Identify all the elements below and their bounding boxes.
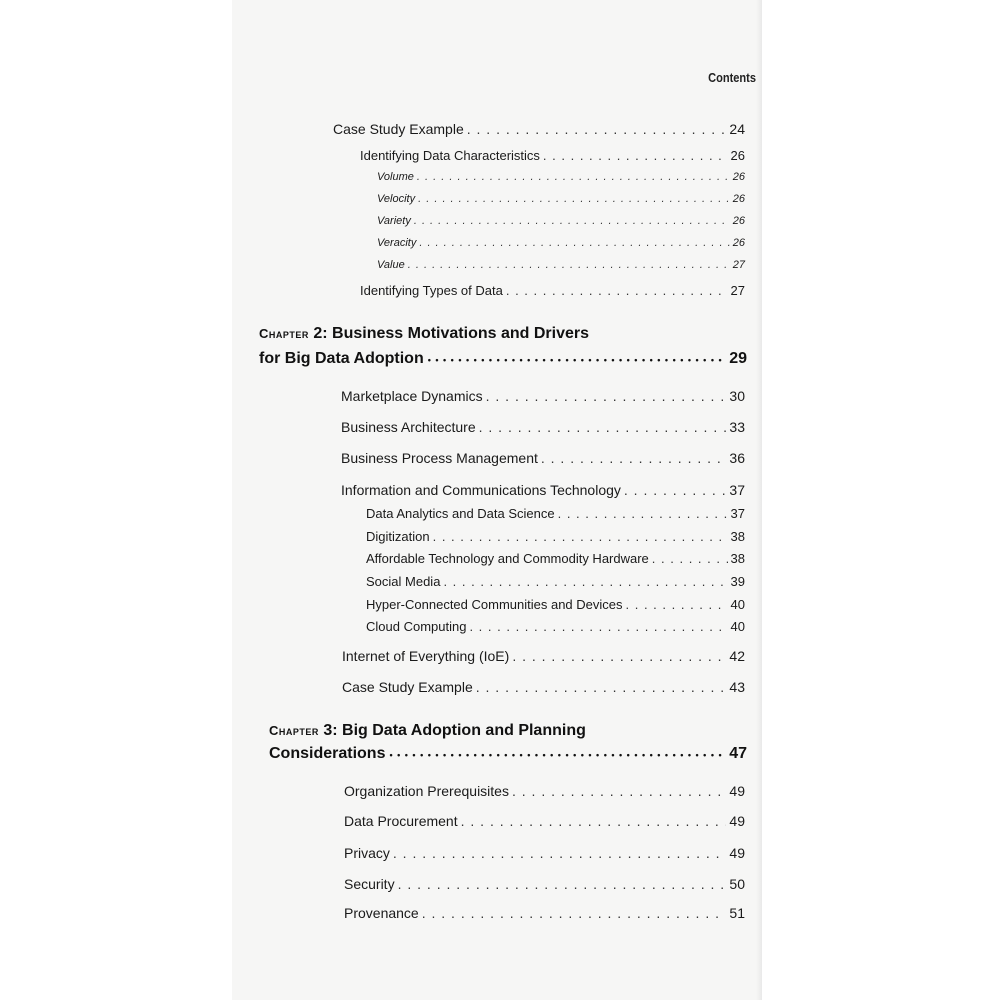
leader-dots [389, 745, 725, 763]
toc-entry[interactable] [377, 237, 745, 249]
toc-entry[interactable] [366, 506, 745, 521]
leader-dots [543, 148, 728, 163]
toc-entry-page: 24 [729, 121, 745, 137]
toc-entry-label: Identifying Data Characteristics [360, 148, 540, 163]
chapter-2-heading[interactable] [259, 325, 589, 343]
toc-entry[interactable] [341, 482, 745, 498]
toc-entry-page: 42 [729, 648, 745, 664]
chapter-title-line1: Business Motivations and Drivers [332, 325, 589, 342]
toc-entry[interactable] [344, 845, 745, 861]
toc-entry[interactable] [342, 679, 745, 695]
leader-dots [467, 121, 727, 137]
toc-entry[interactable] [377, 215, 745, 227]
leader-dots [443, 574, 727, 589]
leader-dots [626, 597, 728, 612]
toc-entry-label: Identifying Types of Data [360, 283, 503, 298]
leader-dots [418, 193, 730, 205]
toc-entry[interactable] [333, 121, 745, 137]
toc-entry-page: 43 [729, 679, 745, 695]
chapter-title-line2: Considerations [269, 745, 386, 762]
toc-entry[interactable] [342, 648, 745, 664]
leader-dots [506, 283, 728, 298]
leader-dots [476, 679, 727, 695]
leader-dots [419, 237, 729, 249]
toc-entry-page: 38 [730, 529, 745, 544]
toc-entry-page: 27 [730, 283, 745, 298]
toc-entry[interactable] [366, 574, 745, 589]
leader-dots [541, 450, 727, 466]
toc-entry-label: Information and Communications Technology [341, 482, 621, 498]
toc-entry-page: 38 [730, 551, 745, 566]
toc-entry-label: Hyper-Connected Communities and Devices [366, 597, 623, 612]
toc-entry[interactable] [341, 450, 745, 466]
toc-entry-page: 36 [729, 450, 745, 466]
toc-entry[interactable] [344, 876, 745, 892]
toc-entry-page: 26 [732, 193, 745, 205]
toc-entry-label: Security [344, 876, 395, 892]
running-header: Contents [708, 70, 756, 85]
toc-entry[interactable] [344, 783, 745, 799]
toc-entry-page: 49 [729, 783, 745, 799]
toc-entry-label: Affordable Technology and Commodity Hardware [366, 551, 649, 566]
toc-entry-label: Data Analytics and Data Science [366, 506, 555, 521]
leader-dots [652, 551, 728, 566]
toc-entry-label: Value [377, 259, 405, 271]
toc-entry-label: Cloud Computing [366, 619, 467, 634]
toc-entry[interactable] [341, 419, 745, 435]
toc-entry-label: Data Procurement [344, 813, 458, 829]
toc-entry-label: Privacy [344, 845, 390, 861]
chapter-2-title-line2[interactable] [259, 350, 747, 368]
toc-entry-label: Volume [377, 171, 414, 183]
toc-entry-page: 26 [732, 237, 745, 249]
leader-dots [512, 648, 726, 664]
toc-entry-page: 27 [732, 259, 745, 271]
toc-entry-label: Variety [377, 215, 411, 227]
chapter-label: Chapter [259, 326, 309, 341]
toc-entry-label: Case Study Example [333, 121, 464, 137]
toc-entry[interactable] [366, 529, 745, 544]
leader-dots [414, 215, 730, 227]
toc-entry-label: Social Media [366, 574, 441, 589]
toc-entry[interactable] [344, 813, 745, 829]
toc-entry[interactable] [360, 148, 745, 163]
toc-entry-page: 40 [730, 597, 745, 612]
leader-dots [422, 905, 727, 921]
toc-entry[interactable] [377, 259, 745, 271]
chapter-number: 3: [323, 722, 338, 739]
leader-dots [479, 419, 727, 435]
chapter-page: 47 [729, 745, 747, 762]
leader-dots [469, 619, 727, 634]
toc-entry-page: 39 [730, 574, 745, 589]
toc-entry-page: 33 [729, 419, 745, 435]
toc-entry-label: Business Architecture [341, 419, 476, 435]
toc-entry[interactable] [366, 551, 745, 566]
toc-entry-label: Marketplace Dynamics [341, 388, 483, 404]
toc-entry[interactable] [377, 171, 745, 183]
toc-entry[interactable] [360, 283, 745, 298]
toc-entry-label: Veracity [377, 237, 417, 249]
toc-entry-page: 37 [729, 482, 745, 498]
chapter-title-line2: for Big Data Adoption [259, 350, 424, 367]
leader-dots [428, 350, 725, 368]
toc-entry[interactable] [377, 193, 745, 205]
toc-entry[interactable] [341, 388, 745, 404]
leader-dots [512, 783, 726, 799]
toc-entry-page: 51 [729, 905, 745, 921]
leader-dots [486, 388, 727, 404]
toc-entry-page: 49 [729, 813, 745, 829]
toc-entry-page: 40 [730, 619, 745, 634]
chapter-3-heading[interactable] [269, 722, 586, 740]
toc-entry-label: Internet of Everything (IoE) [342, 648, 510, 664]
toc-entry-page: 26 [732, 171, 745, 183]
toc-entry[interactable] [366, 619, 745, 634]
leader-dots [433, 529, 728, 544]
toc-entry-page: 37 [730, 506, 745, 521]
toc-entry-label: Case Study Example [342, 679, 473, 695]
toc-entry-label: Business Process Management [341, 450, 538, 466]
chapter-title-line1: Big Data Adoption and Planning [342, 722, 586, 739]
leader-dots [408, 259, 730, 271]
chapter-number: 2: [313, 325, 328, 342]
toc-entry[interactable] [366, 597, 745, 612]
leader-dots [624, 482, 727, 498]
toc-entry-label: Provenance [344, 905, 419, 921]
toc-entry-page: 49 [729, 845, 745, 861]
leader-dots [558, 506, 728, 521]
toc-entry-page: 30 [729, 388, 745, 404]
chapter-3-title-line2[interactable] [269, 745, 747, 763]
chapter-page: 29 [729, 350, 747, 367]
toc-entry[interactable] [344, 905, 745, 921]
leader-dots [393, 845, 727, 861]
leader-dots [398, 876, 727, 892]
chapter-label: Chapter [269, 723, 319, 738]
leader-dots [417, 171, 730, 183]
toc-entry-page: 50 [729, 876, 745, 892]
toc-entry-label: Digitization [366, 529, 430, 544]
toc-entry-label: Velocity [377, 193, 416, 205]
toc-entry-page: 26 [732, 215, 745, 227]
toc-entry-page: 26 [730, 148, 745, 163]
leader-dots [461, 813, 727, 829]
toc-entry-label: Organization Prerequisites [344, 783, 509, 799]
